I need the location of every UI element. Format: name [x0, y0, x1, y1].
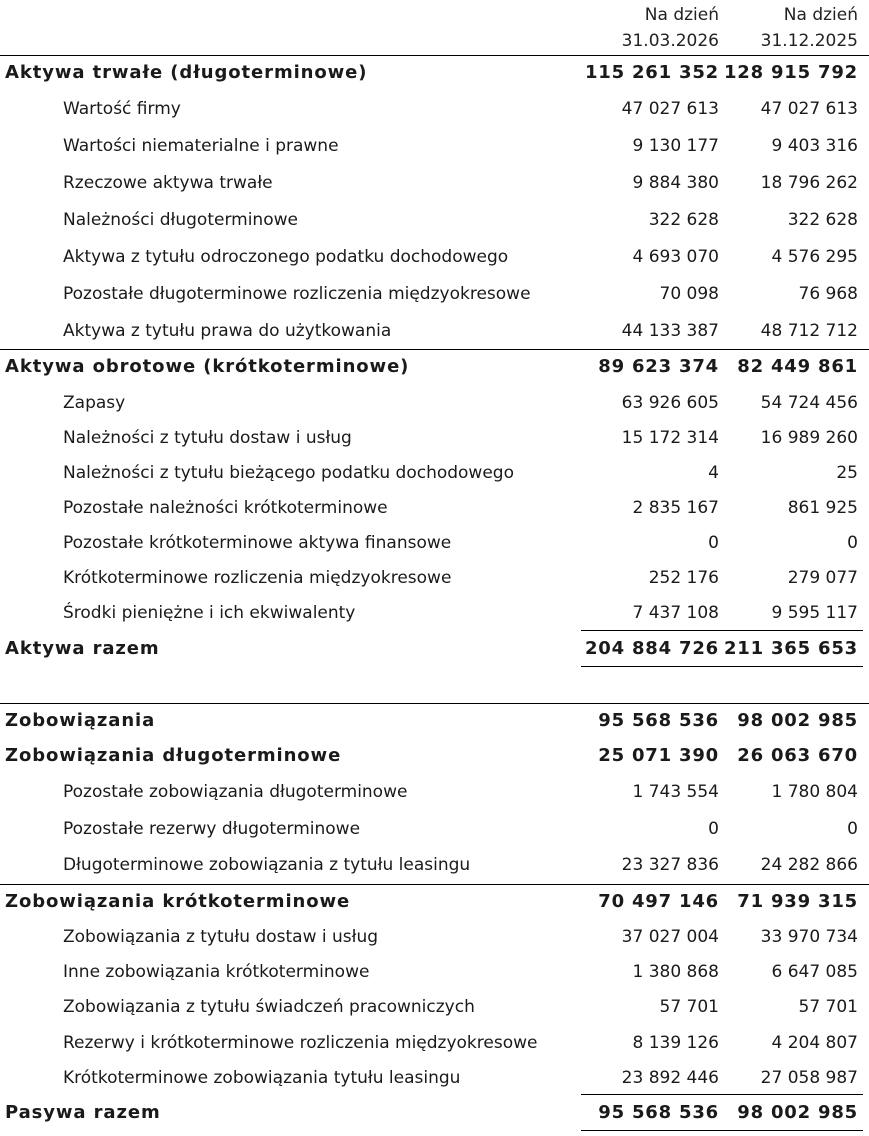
total-row-liabilities [0, 1096, 869, 1130]
value-2025: 9 595 117 [771, 603, 858, 623]
value-2026: 322 628 [648, 210, 719, 230]
table-row [0, 990, 869, 1024]
value-2026: 57 701 [659, 997, 719, 1017]
table-row [0, 166, 869, 200]
value-2025: 76 968 [798, 284, 858, 304]
table-row [0, 129, 869, 163]
row-label: Zobowiązania [5, 710, 156, 731]
total-rule-bottom [581, 1130, 863, 1131]
value-2025: 71 939 315 [737, 891, 858, 912]
column-header-date: 31.12.2025 [760, 31, 858, 51]
value-2026: 9 884 380 [632, 173, 719, 193]
value-2025: 279 077 [787, 568, 858, 588]
value-2026: 252 176 [648, 568, 719, 588]
value-2026: 1 380 868 [632, 962, 719, 982]
row-label: Pasywa razem [5, 1102, 161, 1123]
row-label: Aktywa z tytułu odroczonego podatku dochodowego [63, 247, 509, 267]
row-label: Należności długoterminowe [63, 210, 298, 230]
row-label: Zobowiązania długoterminowe [5, 745, 342, 766]
table-row [0, 526, 869, 560]
value-2025: 98 002 985 [737, 1102, 858, 1123]
row-label: Pozostałe długoterminowe rozliczenia międzyokresowe [63, 284, 531, 304]
value-2025: 128 915 792 [723, 62, 858, 83]
value-2025: 0 [847, 533, 858, 553]
table-row [0, 596, 869, 630]
table-row [0, 314, 869, 348]
total-rule-top [581, 630, 863, 631]
table-row [0, 386, 869, 420]
row-label: Zobowiązania z tytułu świadczeń pracowniczych [63, 997, 475, 1017]
value-2026: 47 027 613 [621, 99, 719, 119]
row-label: Pozostałe zobowiązania długoterminowe [63, 782, 408, 802]
value-2026: 115 261 352 [584, 62, 719, 83]
row-label: Rezerwy i krótkoterminowe rozliczenia międzyokresowe [63, 1033, 538, 1053]
row-label: Aktywa trwałe (długoterminowe) [5, 62, 368, 83]
value-2025: 322 628 [787, 210, 858, 230]
value-2025: 26 063 670 [737, 745, 858, 766]
section-row-fixed-assets [0, 56, 869, 90]
row-label: Zapasy [63, 393, 126, 413]
table-row [0, 203, 869, 237]
value-2026: 0 [708, 533, 719, 553]
value-2025: 48 712 712 [760, 321, 858, 341]
section-row-current-assets [0, 349, 869, 383]
table-row [0, 277, 869, 311]
value-2026: 9 130 177 [632, 136, 719, 156]
table-row [0, 421, 869, 455]
column-header-line: Na dzień [783, 5, 858, 25]
value-2025: 18 796 262 [760, 173, 858, 193]
column-header-31-12-2025 [761, 2, 858, 54]
row-label: Należności z tytułu dostaw i usług [63, 428, 352, 448]
table-row [0, 240, 869, 274]
row-label: Wartość firmy [63, 99, 181, 119]
value-2026: 0 [708, 819, 719, 839]
value-2025: 57 701 [798, 997, 858, 1017]
value-2026: 25 071 390 [598, 745, 719, 766]
row-label: Środki pieniężne i ich ekwiwalenty [63, 603, 356, 623]
row-label: Aktywa razem [5, 638, 160, 659]
value-2025: 82 449 861 [737, 356, 858, 377]
section-row-short-term-liabilities [0, 884, 869, 918]
table-row [0, 920, 869, 954]
row-label: Aktywa z tytułu prawa do użytkowania [63, 321, 392, 341]
value-2025: 98 002 985 [737, 710, 858, 731]
total-row-assets [0, 632, 869, 666]
value-2026: 15 172 314 [621, 428, 719, 448]
row-label: Pozostałe rezerwy długoterminowe [63, 819, 361, 839]
table-row [0, 775, 869, 809]
row-label: Krótkoterminowe rozliczenia międzyokresowe [63, 568, 452, 588]
value-2026: 4 [708, 463, 719, 483]
row-label: Pozostałe krótkoterminowe aktywa finansowe [63, 533, 452, 553]
row-label: Krótkoterminowe zobowiązania tytułu leasingu [63, 1068, 461, 1088]
row-label: Należności z tytułu bieżącego podatku dochodowego [63, 463, 514, 483]
value-2025: 33 970 734 [760, 927, 858, 947]
value-2026: 2 835 167 [632, 498, 719, 518]
row-label: Rzeczowe aktywa trwałe [63, 173, 273, 193]
table-row [0, 848, 869, 882]
value-2026: 63 926 605 [621, 393, 719, 413]
table-row [0, 456, 869, 490]
section-row-long-term-liabilities [0, 739, 869, 773]
value-2026: 23 892 446 [621, 1068, 719, 1088]
total-rule-top [581, 1094, 863, 1095]
column-header-31-03-2026 [622, 2, 719, 54]
value-2026: 95 568 536 [598, 1102, 719, 1123]
value-2026: 8 139 126 [632, 1033, 719, 1053]
table-row [0, 491, 869, 525]
value-2026: 44 133 387 [621, 321, 719, 341]
value-2025: 24 282 866 [760, 855, 858, 875]
value-2025: 16 989 260 [760, 428, 858, 448]
table-row [0, 561, 869, 595]
value-2026: 89 623 374 [598, 356, 719, 377]
value-2026: 204 884 726 [584, 638, 719, 659]
table-row [0, 812, 869, 846]
value-2025: 861 925 [787, 498, 858, 518]
total-rule-bottom [581, 666, 863, 667]
row-label: Pozostałe należności krótkoterminowe [63, 498, 388, 518]
table-row [0, 1061, 869, 1095]
value-2025: 9 403 316 [771, 136, 858, 156]
value-2026: 70 497 146 [598, 891, 719, 912]
column-header-line: Na dzień [644, 5, 719, 25]
value-2025: 54 724 456 [760, 393, 858, 413]
value-2025: 6 647 085 [771, 962, 858, 982]
row-label: Wartości niematerialne i prawne [63, 136, 339, 156]
section-row-liabilities [0, 703, 869, 737]
value-2025: 47 027 613 [760, 99, 858, 119]
value-2025: 1 780 804 [771, 782, 858, 802]
table-row [0, 92, 869, 126]
value-2026: 95 568 536 [598, 710, 719, 731]
row-label: Długoterminowe zobowiązania z tytułu leasingu [63, 855, 471, 875]
value-2025: 4 576 295 [771, 247, 858, 267]
table-row [0, 1026, 869, 1060]
row-label: Zobowiązania krótkoterminowe [5, 891, 351, 912]
row-label: Zobowiązania z tytułu dostaw i usług [63, 927, 379, 947]
column-header-date: 31.03.2026 [621, 31, 719, 51]
value-2025: 27 058 987 [760, 1068, 858, 1088]
value-2026: 7 437 108 [632, 603, 719, 623]
value-2026: 1 743 554 [632, 782, 719, 802]
value-2025: 25 [836, 463, 858, 483]
value-2026: 23 327 836 [621, 855, 719, 875]
value-2026: 37 027 004 [621, 927, 719, 947]
value-2025: 211 365 653 [723, 638, 858, 659]
table-row [0, 955, 869, 989]
value-2026: 70 098 [659, 284, 719, 304]
value-2026: 4 693 070 [632, 247, 719, 267]
table-header [0, 0, 869, 56]
row-label: Inne zobowiązania krótkoterminowe [63, 962, 370, 982]
row-label: Aktywa obrotowe (krótkoterminowe) [5, 356, 410, 377]
value-2025: 4 204 807 [771, 1033, 858, 1053]
value-2025: 0 [847, 819, 858, 839]
